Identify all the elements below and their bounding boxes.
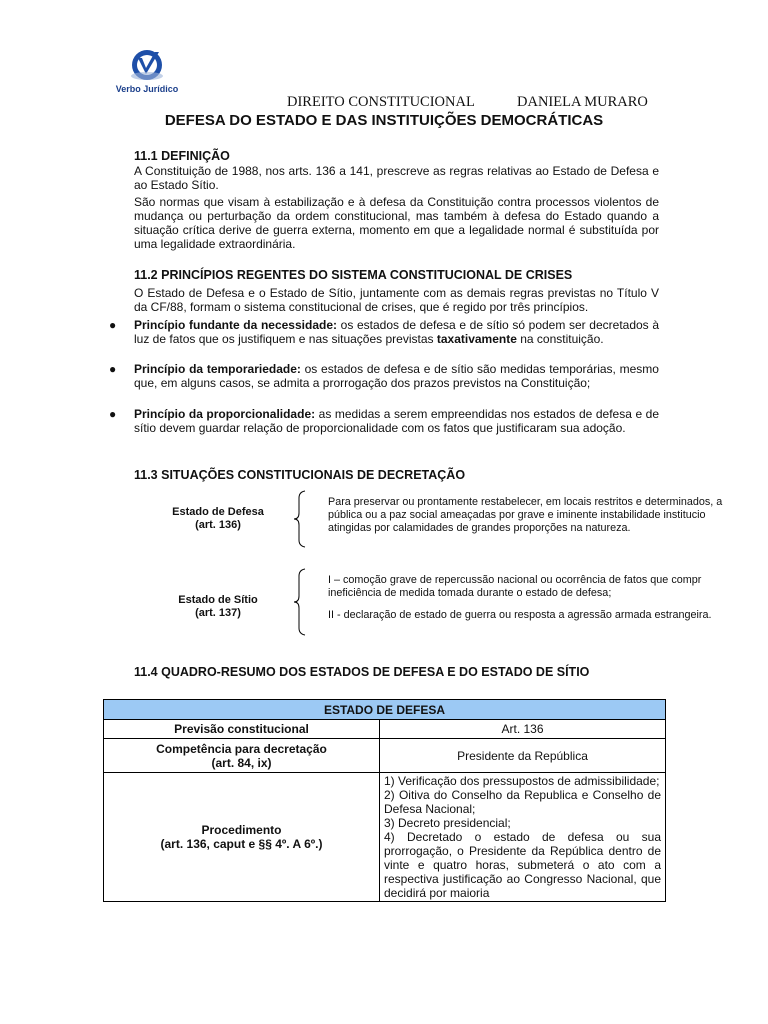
logo xyxy=(111,44,183,106)
principle-temporariedade xyxy=(134,362,659,390)
principle-necessidade-emphasis: taxativamente xyxy=(436,332,517,346)
table-row xyxy=(104,700,666,720)
estado-sitio-article: (art. 137) xyxy=(195,607,241,619)
row-label-procedimento-2: (art. 136, caput e §§ 4º. A 6º.) xyxy=(160,837,323,851)
header-author: DANIELA MURARO xyxy=(517,94,648,110)
header-subject: DIREITO CONSTITUCIONAL xyxy=(287,94,475,110)
table-row xyxy=(104,720,666,739)
principle-temporariedade-text: os estados de defesa e de sítio são medidas temporárias, mesmo que, em alguns casos, se admita a prorrogação dos prazos previstos na Constituição; xyxy=(134,362,659,390)
summary-table xyxy=(103,699,666,902)
left-brace-icon xyxy=(293,490,307,548)
estado-sitio-label xyxy=(158,594,278,620)
estado-sitio-line-1: I – comoção grave de repercussão nacional ou ocorrência de fatos que compr xyxy=(328,574,702,586)
estado-sitio-line-2: ineficiência de medida tomada durante o estado de defesa; xyxy=(328,587,612,599)
table-title: ESTADO DE DEFESA xyxy=(104,700,666,720)
procedure-step: 3) Decreto presidencial; xyxy=(384,816,511,830)
row-value-procedimento xyxy=(380,773,666,902)
section-heading-situacoes: 11.3 SITUAÇÕES CONSTITUCIONAIS DE DECRETAÇÃO xyxy=(134,468,466,482)
procedure-step: 1) Verificação dos pressupostos de admissibilidade; xyxy=(384,774,660,788)
logo-text: Verbo Jurídico xyxy=(115,84,179,94)
estado-defesa-line-1: Para preservar ou prontamente restabelecer, em locais restritos e determinados, a xyxy=(328,496,723,508)
row-label-procedimento xyxy=(104,773,380,902)
principle-necessidade-text: os estados de defesa e de sítio só podem ser decretados à luz de fatos que os justifiquem e nas situações previstas xyxy=(134,318,659,346)
principle-necessidade-tail: na constituição. xyxy=(516,332,604,346)
paragraph-principios-intro: O Estado de Defesa e o Estado de Sítio, juntamente com as demais regras previstas no Título V da CF/88, formam o sistema constitucional de crises, que é regido por três princípios. xyxy=(134,286,659,314)
bullet-icon: ● xyxy=(109,362,117,376)
principle-temporariedade-title: Princípio da temporariedade: xyxy=(134,362,301,376)
estado-defesa-line-2: pública ou a paz social ameaçadas por grave e iminente instabilidade institucio xyxy=(328,509,706,521)
section-heading-quadro-resumo: 11.4 QUADRO-RESUMO DOS ESTADOS DE DEFESA E DO ESTADO DE SÍTIO xyxy=(134,665,590,679)
estado-sitio-line-3: II - declaração de estado de guerra ou resposta a agressão armada estrangeira. xyxy=(328,609,712,621)
verbo-juridico-logo-icon xyxy=(111,44,183,86)
principle-necessidade-title: Princípio fundante da necessidade: xyxy=(134,318,337,332)
estado-defesa-label xyxy=(158,506,278,532)
bullet-icon: ● xyxy=(109,318,117,332)
section-heading-definicao: 11.1 DEFINIÇÃO xyxy=(134,149,230,163)
row-label-competencia-2: (art. 84, ix) xyxy=(211,755,272,770)
row-value-previsao: Art. 136 xyxy=(380,720,666,739)
row-label-competencia-1: Competência para decretação xyxy=(156,741,327,756)
estado-defesa-name: Estado de Defesa xyxy=(172,506,264,518)
principle-necessidade xyxy=(134,318,659,346)
table-row xyxy=(104,773,666,902)
estado-defesa-article: (art. 136) xyxy=(195,519,241,531)
estado-defesa-description xyxy=(328,496,768,535)
left-brace-icon xyxy=(293,568,307,636)
row-label-competencia xyxy=(104,739,380,773)
bullet-icon: ● xyxy=(109,407,117,421)
paragraph-definicao-2: São normas que visam à estabilização e à defesa da Constituição contra processos violentos de mudança ou perturbação da ordem constitucional, mas também à defesa do Estado quando a situação crítica derive de guerra externa, momento em que a legalidade normal é substituída por uma legalidade extraordinária. xyxy=(134,195,659,251)
principle-proporcionalidade-title: Princípio da proporcionalidade: xyxy=(134,407,316,421)
estado-defesa-line-3: atingidas por calamidades de grandes proporções na natureza. xyxy=(328,522,631,534)
procedure-step: 4) Decretado o estado de defesa ou sua prorrogação, o Presidente da República dentro de vinte e quatro horas, submeterá o ato com a respectiva justificação ao Congresso Nacional, que decidirá por maioria xyxy=(384,830,661,900)
row-label-previsao: Previsão constitucional xyxy=(104,720,380,739)
procedure-step: 2) Oitiva do Conselho da Republica e Conselho de Defesa Nacional; xyxy=(384,788,661,816)
principle-proporcionalidade xyxy=(134,407,659,435)
section-heading-principios: 11.2 PRINCÍPIOS REGENTES DO SISTEMA CONSTITUCIONAL DE CRISES xyxy=(134,268,573,282)
paragraph-definicao-1: A Constituição de 1988, nos arts. 136 a 141, prescreve as regras relativas ao Estado de Defesa e ao Estado Sítio. xyxy=(134,164,659,192)
table-row xyxy=(104,739,666,773)
principle-proporcionalidade-text: as medidas a serem empreendidas nos estados de defesa e de sítio devem guardar relação de proporcionalidade com os fatos que justificaram sua adoção. xyxy=(134,407,660,435)
estado-sitio-description xyxy=(328,574,768,622)
estado-sitio-name: Estado de Sítio xyxy=(178,594,258,606)
page-title: DEFESA DO ESTADO E DAS INSTITUIÇÕES DEMOCRÁTICAS xyxy=(164,112,604,129)
row-value-competencia: Presidente da República xyxy=(380,739,666,773)
row-label-procedimento-1: Procedimento xyxy=(201,823,282,837)
